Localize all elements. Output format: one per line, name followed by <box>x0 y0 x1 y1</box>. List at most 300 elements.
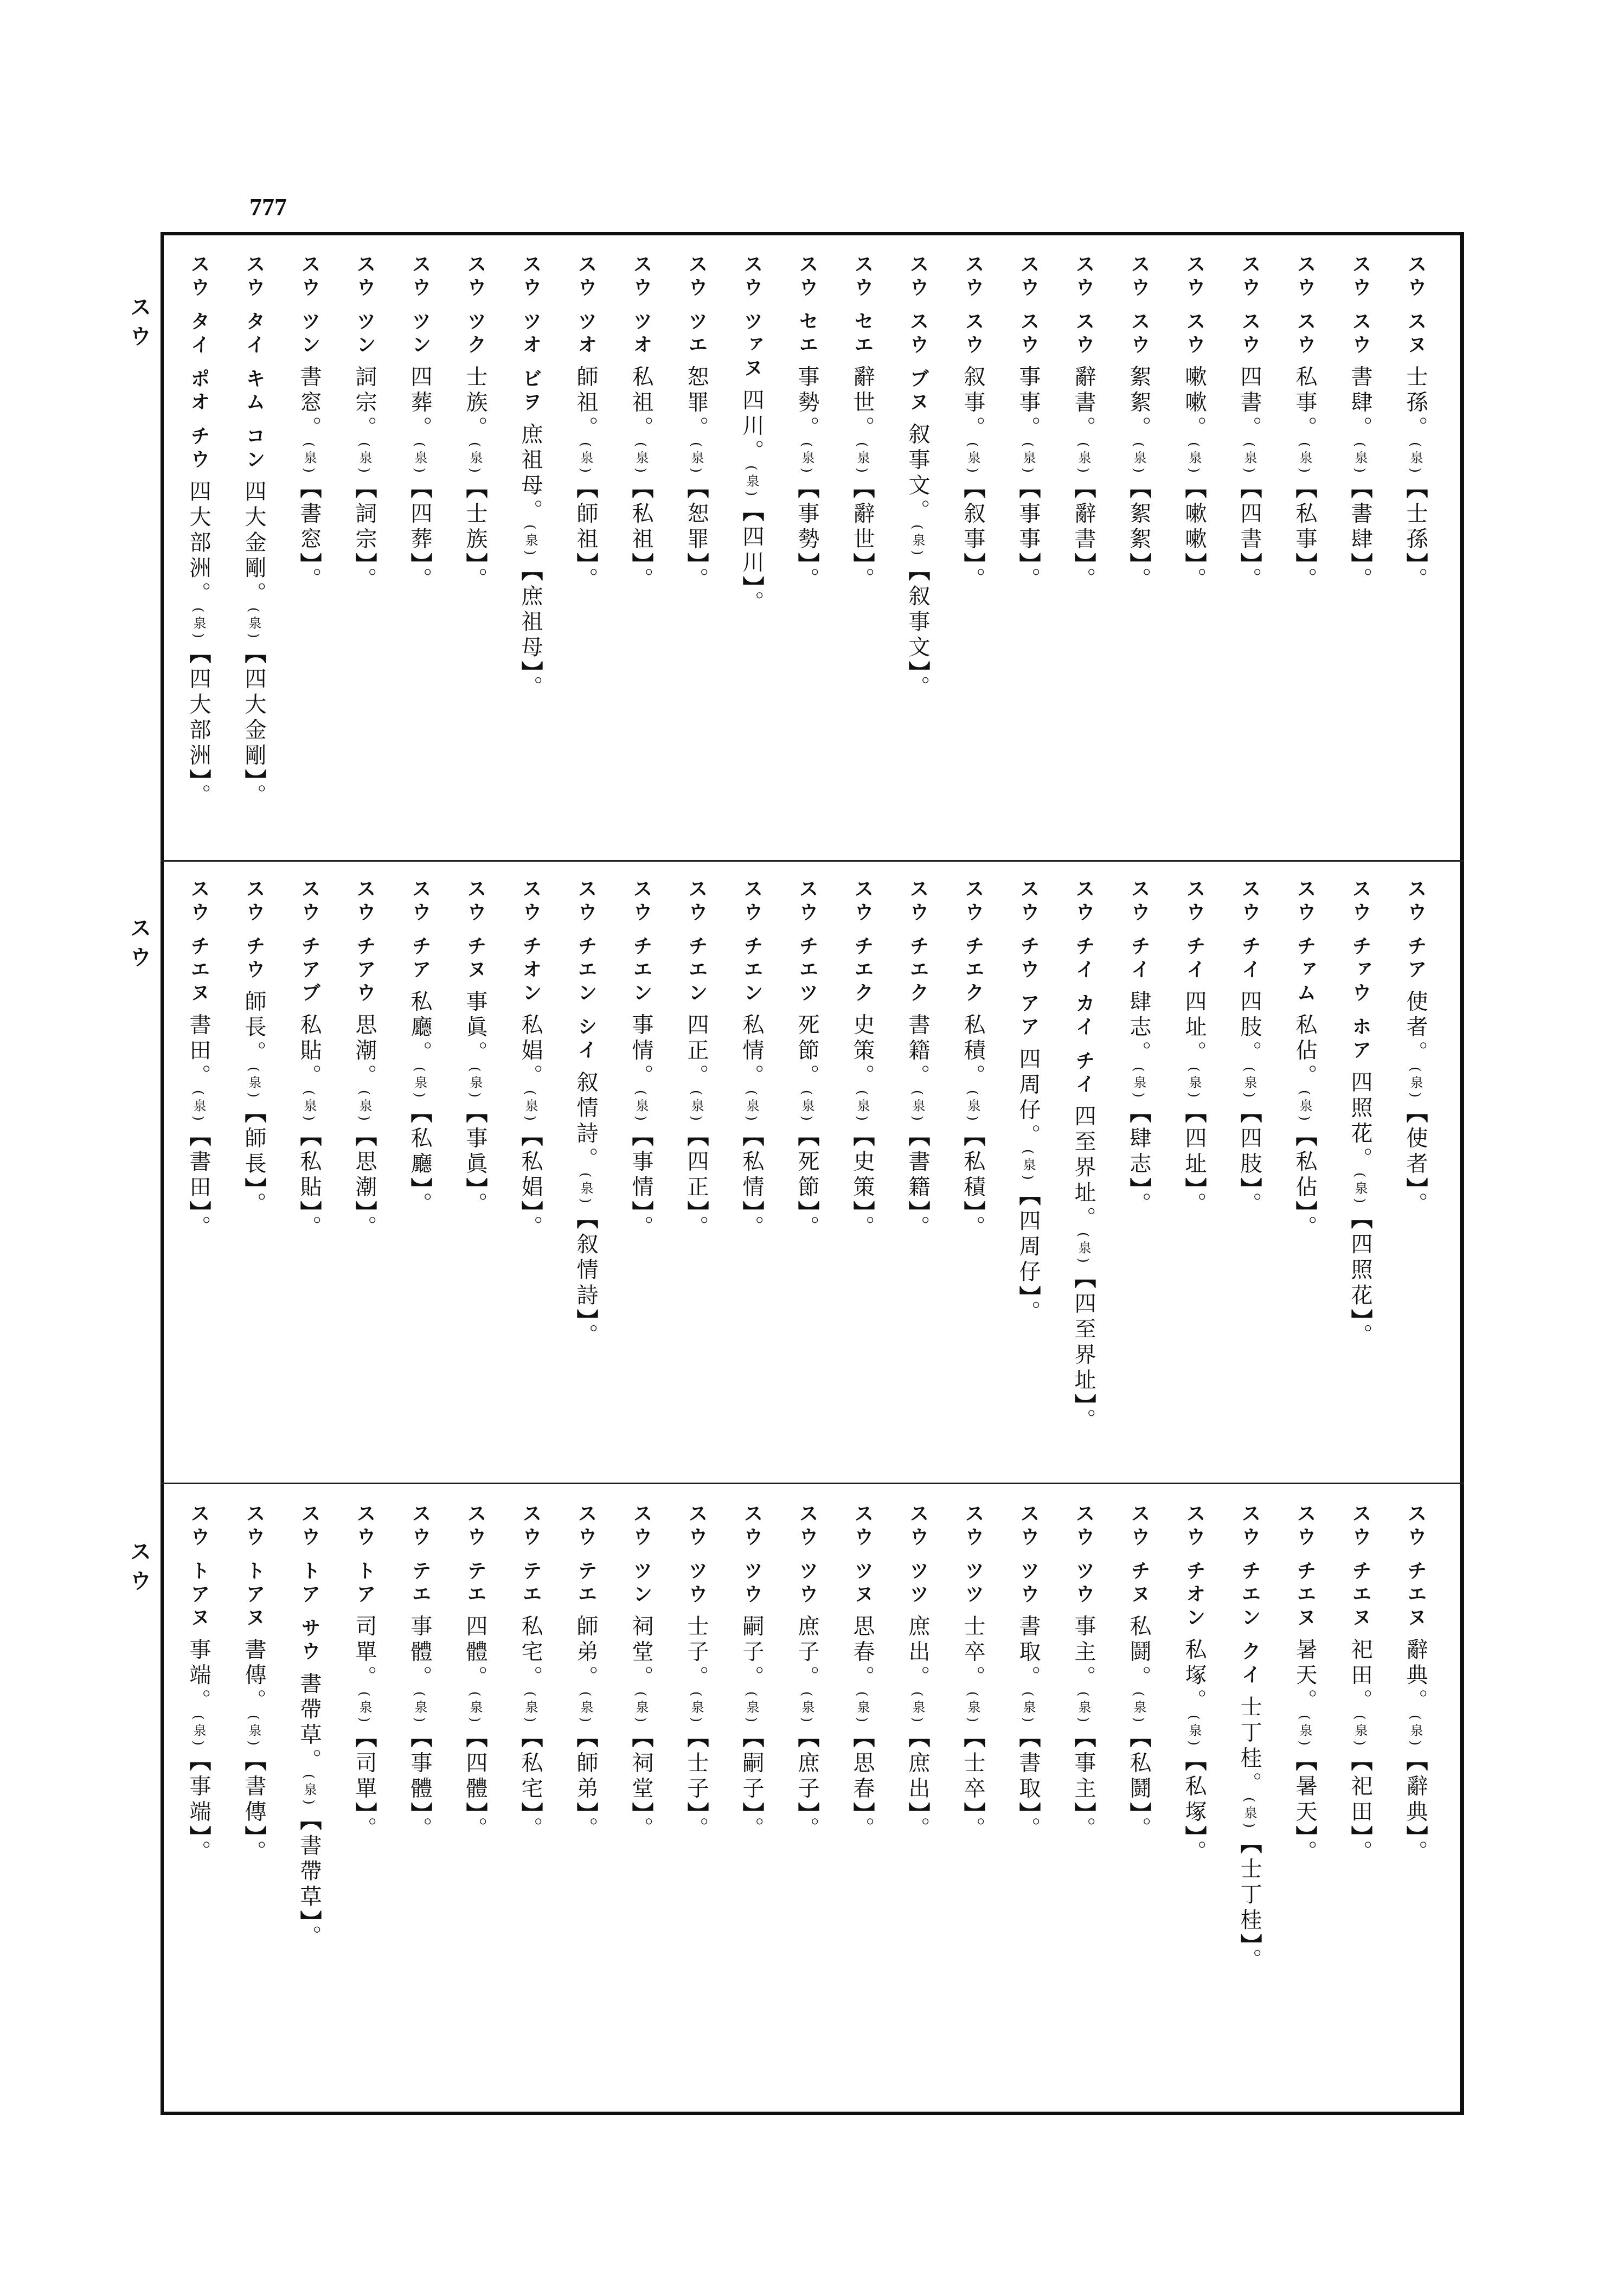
entry-headword: 事端 <box>186 1638 211 1689</box>
entry-bracket-word: 叙情詩 <box>573 1232 598 1309</box>
source-text: 泉 <box>191 1098 206 1115</box>
section-side-label: スウ <box>126 296 151 354</box>
source-tag: (泉) <box>467 1066 483 1101</box>
source-tag: (泉) <box>191 1714 206 1749</box>
dictionary-entry: スウ チイ カイ チイ四至界址。(泉)【四至界址】。 <box>1067 878 1100 1434</box>
source-tag: (泉) <box>301 1774 317 1808</box>
source-tag: (泉) <box>965 441 980 477</box>
source-tag: (泉) <box>357 441 372 477</box>
entry-headword: 祀田 <box>1348 1638 1372 1689</box>
entry-bracket-word: 思潮 <box>352 1150 377 1201</box>
page-number: 777 <box>249 193 287 221</box>
source-text: 泉 <box>246 615 261 633</box>
entry-headword: 書取 <box>1016 1614 1041 1666</box>
entry-reading: スウ チイ <box>1183 878 1205 983</box>
entry-reading: スウ トアヌ <box>188 1503 210 1631</box>
entry-bracket-word: 暑天 <box>1292 1774 1317 1826</box>
entry-headword: 使者 <box>1403 990 1428 1041</box>
entry-reading: スウ スウ <box>1183 254 1205 358</box>
entry-headword: 絮絮 <box>1126 365 1151 416</box>
entry-reading: スウ ツウ <box>1017 1503 1040 1607</box>
dictionary-entry: スウ チァム私佔。(泉)【私佔】。 <box>1288 878 1321 1241</box>
source-tag: (泉) <box>1297 1089 1312 1125</box>
entry-bracket-word: 恕罪 <box>684 502 709 553</box>
source-tag: (泉) <box>412 441 427 477</box>
entry-bracket-word: 書取 <box>1016 1751 1041 1803</box>
dictionary-entry: スウ チウ師長。(泉)【師長】。 <box>238 878 270 1217</box>
dictionary-entry: スウ ツウ嗣子。(泉)【嗣子】。 <box>735 1503 768 1842</box>
entry-reading: スウ ツク <box>464 254 486 358</box>
dictionary-entry: スウ チエン私情。(泉)【私情】。 <box>735 878 768 1241</box>
entry-headword: 四周仔 <box>1016 1047 1041 1124</box>
entry-reading: スウ ツオ ビヲ <box>519 254 542 415</box>
entry-headword: 思春 <box>850 1614 875 1666</box>
source-text: 泉 <box>1021 1699 1036 1717</box>
entry-bracket-word: 私佔 <box>1292 1150 1317 1201</box>
source-text: 泉 <box>246 1075 261 1092</box>
entry-bracket-word: 私鬪 <box>1126 1751 1151 1803</box>
entry-bracket-word: 史策 <box>850 1150 875 1201</box>
source-text: 泉 <box>357 450 372 467</box>
entry-headword: 私塚 <box>1182 1638 1207 1689</box>
entry-headword: 士子 <box>684 1614 709 1666</box>
dictionary-entry: スウ スウ嗽嗽。(泉)【嗽嗽】。 <box>1178 254 1210 593</box>
source-tag: (泉) <box>1297 1714 1312 1749</box>
source-tag: (泉) <box>246 1714 261 1749</box>
source-text: 泉 <box>523 1699 538 1717</box>
entry-bracket-word: 四大部洲 <box>186 667 211 769</box>
entry-bracket-word: 嗽嗽 <box>1182 502 1207 553</box>
source-text: 泉 <box>1297 1723 1312 1740</box>
source-text: 泉 <box>799 1098 814 1115</box>
source-tag: (泉) <box>633 1691 649 1726</box>
dictionary-entry: スウ スウ ブヌ叙事文。(泉)【叙事文】。 <box>901 254 934 701</box>
entry-reading: スウ チエヌ <box>1294 1503 1316 1631</box>
dictionary-entry: スウ トアヌ事端。(泉)【事端】。 <box>182 1503 215 1865</box>
entry-bracket-word: 私情 <box>739 1150 764 1201</box>
dictionary-entry: スウ ツウ士子。(泉)【士子】。 <box>680 1503 713 1842</box>
entry-reading: スウ チア <box>409 878 431 983</box>
source-text: 泉 <box>412 1699 427 1717</box>
source-text: 泉 <box>1131 1699 1146 1717</box>
source-tag: (泉) <box>246 1066 261 1101</box>
entry-reading: スウ ツウ <box>685 1503 708 1607</box>
source-text: 泉 <box>1408 1723 1423 1740</box>
dictionary-entry: スウ スウ辭書。(泉)【辭書】。 <box>1067 254 1100 593</box>
entry-reading: スウ チエン <box>630 878 652 1006</box>
dictionary-entry: スウ スウ叙事。(泉)【叙事】。 <box>957 254 989 593</box>
source-text: 泉 <box>689 1699 704 1717</box>
entry-bracket-word: 私宅 <box>518 1751 543 1803</box>
source-text: 泉 <box>910 1098 925 1115</box>
dictionary-entry: スウ チエク私積。(泉)【私積】。 <box>957 878 989 1241</box>
source-text: 泉 <box>1131 1075 1146 1092</box>
entry-headword: 祠堂 <box>628 1614 653 1666</box>
source-text: 泉 <box>246 1723 261 1740</box>
source-text: 泉 <box>191 615 206 633</box>
source-text: 泉 <box>467 1699 483 1717</box>
entry-reading: スウ テエ <box>464 1503 486 1607</box>
entry-reading: スウ タイ キム コン <box>243 254 265 472</box>
source-text: 泉 <box>689 450 704 467</box>
entry-headword: 書傳 <box>241 1638 266 1689</box>
dictionary-entry: スウ ツン詞宗。(泉)【詞宗】。 <box>348 254 381 593</box>
entry-reading: スウ ツツ <box>962 1503 984 1607</box>
entry-headword: 四大部洲 <box>186 479 211 582</box>
entry-bracket-word: 四體 <box>463 1751 487 1803</box>
entry-headword: 恕罪 <box>684 365 709 416</box>
source-text: 泉 <box>1352 1723 1368 1740</box>
source-tag: (泉) <box>301 1089 317 1125</box>
source-text: 泉 <box>965 450 980 467</box>
entry-reading: スウ ツン <box>354 254 376 358</box>
dictionary-entry: スウ チエヌ辭典。(泉)【辭典】。 <box>1399 1503 1432 1865</box>
entry-reading: スウ ツン <box>630 1503 652 1607</box>
source-text: 泉 <box>689 1098 704 1115</box>
dictionary-entry: スウ ツク士族。(泉)【士族】。 <box>459 254 491 593</box>
entry-headword: 四址 <box>1182 990 1207 1041</box>
source-tag: (泉) <box>1297 441 1312 477</box>
source-text: 泉 <box>744 1699 759 1717</box>
source-text: 泉 <box>1076 1699 1091 1717</box>
entry-bracket-word: 辭世 <box>850 502 875 553</box>
source-tag: (泉) <box>1242 1066 1257 1101</box>
dictionary-entry: スウ スウ絮絮。(泉)【絮絮】。 <box>1122 254 1155 593</box>
dictionary-entry: スウ スウ事事。(泉)【事事】。 <box>1012 254 1044 593</box>
entry-bracket-word: 師祖 <box>573 502 598 553</box>
entry-headword: 事體 <box>407 1614 432 1666</box>
source-tag: (泉) <box>1186 1714 1202 1749</box>
section-side-label: スウ <box>126 916 151 975</box>
source-tag: (泉) <box>1408 1066 1423 1101</box>
source-tag: (泉) <box>412 1066 427 1101</box>
entry-headword: 書田 <box>186 1013 211 1064</box>
entry-bracket-word: 書帶草 <box>297 1833 322 1910</box>
source-tag: (泉) <box>523 524 538 559</box>
source-tag: (泉) <box>1131 1691 1146 1726</box>
entry-reading: スウ チヌ <box>1128 1503 1150 1607</box>
entry-bracket-word: 私塚 <box>1182 1774 1207 1826</box>
entry-headword: 士孫 <box>1403 365 1428 416</box>
source-tag: (泉) <box>1131 1066 1146 1101</box>
entry-headword: 庶祖母 <box>518 422 543 499</box>
source-tag: (泉) <box>467 1691 483 1726</box>
entry-reading: スウ ツヌ <box>851 1503 874 1607</box>
entry-headword: 四書 <box>1237 365 1262 416</box>
source-tag: (泉) <box>301 441 317 477</box>
entry-headword: 私娼 <box>518 1013 543 1064</box>
source-text: 泉 <box>855 450 870 467</box>
entry-headword: 四正 <box>684 1013 709 1064</box>
entry-bracket-word: 私貼 <box>297 1150 322 1201</box>
source-text: 泉 <box>1352 1181 1368 1198</box>
entry-headword: 庶出 <box>905 1614 930 1666</box>
entry-bracket-word: 事端 <box>186 1774 211 1826</box>
entry-bracket-word: 四正 <box>684 1150 709 1201</box>
source-tag: (泉) <box>689 1089 704 1125</box>
entry-bracket-word: 司單 <box>352 1751 377 1803</box>
dictionary-entry: スウ ツオ私祖。(泉)【私祖】。 <box>625 254 657 593</box>
section-divider <box>161 860 1464 862</box>
entry-headword: 士丁桂 <box>1237 1695 1262 1772</box>
source-tag: (泉) <box>689 1691 704 1726</box>
source-tag: (泉) <box>1021 1149 1036 1184</box>
dictionary-entry: スウ テエ私宅。(泉)【私宅】。 <box>514 1503 547 1842</box>
entry-reading: スウ スウ ブヌ <box>907 254 929 415</box>
source-tag: (泉) <box>965 1691 980 1726</box>
entry-bracket-word: 事主 <box>1071 1751 1096 1803</box>
entry-reading: スウ チエツ <box>796 878 818 1006</box>
source-tag: (泉) <box>357 1089 372 1125</box>
entry-reading: スウ ツエ <box>685 254 708 358</box>
entry-headword: 事主 <box>1071 1614 1096 1666</box>
source-tag: (泉) <box>1076 1232 1091 1267</box>
dictionary-entry: スウ チウ アア四周仔。(泉)【四周仔】。 <box>1012 878 1044 1326</box>
entry-reading: スウ テエ <box>575 1503 597 1607</box>
entry-bracket-word: 四書 <box>1237 502 1262 553</box>
source-text: 泉 <box>799 450 814 467</box>
entry-headword: 私佔 <box>1292 1013 1317 1064</box>
dictionary-entry: スウ ツエ恕罪。(泉)【恕罪】。 <box>680 254 713 593</box>
entry-reading: スウ チエヌ <box>1349 1503 1371 1631</box>
source-text: 泉 <box>301 1098 317 1115</box>
entry-reading: スウ ツオ <box>575 254 597 358</box>
source-tag: (泉) <box>578 1691 593 1726</box>
source-tag: (泉) <box>191 607 206 642</box>
entry-bracket-word: 四肢 <box>1237 1126 1262 1178</box>
entry-bracket-word: 叙事文 <box>905 584 930 661</box>
entry-headword: 叙事文 <box>905 422 930 499</box>
entry-headword: 私事 <box>1292 365 1317 416</box>
entry-reading: スウ スウ <box>1073 254 1095 358</box>
source-text: 泉 <box>1021 1158 1036 1175</box>
dictionary-entry: スウ ツン書窓。(泉)【書窓】。 <box>293 254 325 593</box>
entry-headword: 司單 <box>352 1614 377 1666</box>
source-tag: (泉) <box>1352 441 1368 477</box>
dictionary-entry: スウ テエ事體。(泉)【事體】。 <box>403 1503 436 1842</box>
entry-reading: スウ チエク <box>851 878 874 1006</box>
entry-headword: 私廳 <box>407 990 432 1041</box>
source-tag: (泉) <box>799 1691 814 1726</box>
entry-headword: 事眞 <box>463 990 487 1041</box>
source-text: 泉 <box>1131 450 1146 467</box>
dictionary-entry: スウ スヌ士孫。(泉)【士孫】。 <box>1399 254 1432 593</box>
source-tag: (泉) <box>578 1172 593 1207</box>
entry-reading: スウ チアブ <box>298 878 320 1006</box>
entry-bracket-word: 祀田 <box>1348 1774 1372 1826</box>
entry-reading: スウ チエヌ <box>1404 1503 1427 1631</box>
source-text: 泉 <box>633 450 649 467</box>
entry-headword: 死節 <box>794 1013 819 1064</box>
dictionary-entry: スウ チオン私娼。(泉)【私娼】。 <box>514 878 547 1241</box>
entry-bracket-word: 師長 <box>241 1126 266 1178</box>
source-text: 泉 <box>578 1181 593 1198</box>
entry-reading: スウ ツァヌ <box>741 254 763 381</box>
entry-bracket-word: 辭典 <box>1403 1774 1428 1826</box>
dictionary-entry: スウ チァウ ホア四照花。(泉)【四照花】。 <box>1344 878 1376 1349</box>
dictionary-entry: スウ ツヌ思春。(泉)【思春】。 <box>846 1503 878 1842</box>
dictionary-entry: スウ チエン シイ叙情詩。(泉)【叙情詩】。 <box>569 878 602 1349</box>
entry-reading: スウ チエン <box>685 878 708 1006</box>
source-tag: (泉) <box>1352 1172 1368 1207</box>
entry-headword: 書肆 <box>1348 365 1372 416</box>
source-text: 泉 <box>1242 450 1257 467</box>
entry-bracket-word: 士丁桂 <box>1237 1857 1262 1934</box>
entry-bracket-word: 四大金剛 <box>241 667 266 769</box>
entry-bracket-word: 私祖 <box>628 502 653 553</box>
entry-reading: スウ チア <box>1404 878 1427 983</box>
source-tag: (泉) <box>855 441 870 477</box>
dictionary-entry: スウ ツン四葬。(泉)【四葬】。 <box>403 254 436 593</box>
source-text: 泉 <box>1242 1806 1257 1823</box>
entry-reading: スウ チエク <box>907 878 929 1006</box>
source-tag: (泉) <box>1076 441 1091 477</box>
dictionary-entry: スウ チヌ私鬪。(泉)【私鬪】。 <box>1122 1503 1155 1842</box>
entry-reading: スウ チオン <box>1183 1503 1205 1631</box>
source-text: 泉 <box>523 1098 538 1115</box>
entry-bracket-word: 事情 <box>628 1150 653 1201</box>
entry-reading: スウ チエク <box>962 878 984 1006</box>
source-tag: (泉) <box>1352 1714 1368 1749</box>
entry-reading: スウ チアウ <box>354 878 376 1006</box>
entry-reading: スウ スヌ <box>1404 254 1427 358</box>
dictionary-entry: スウ チエヌ書田。(泉)【書田】。 <box>182 878 215 1241</box>
entry-bracket-word: 四照花 <box>1348 1232 1372 1309</box>
source-text: 泉 <box>799 1699 814 1717</box>
source-text: 泉 <box>523 533 538 550</box>
source-tag: (泉) <box>467 441 483 477</box>
dictionary-entry: スウ ツツ庶出。(泉)【庶出】。 <box>901 1503 934 1842</box>
dictionary-entry: スウ チエク書籍。(泉)【書籍】。 <box>901 878 934 1241</box>
dictionary-entry: スウ チイ四肢。(泉)【四肢】。 <box>1233 878 1266 1217</box>
entry-reading: スウ チイ <box>1239 878 1261 983</box>
entry-headword: 詞宗 <box>352 365 377 416</box>
dictionary-entry: スウ ツウ書取。(泉)【書取】。 <box>1012 1503 1044 1842</box>
source-tag: (泉) <box>578 441 593 477</box>
entry-reading: スウ ツツ <box>907 1503 929 1607</box>
entry-reading: スウ チエン クイ <box>1239 1503 1261 1688</box>
source-text: 泉 <box>578 450 593 467</box>
entry-bracket-word: 書肆 <box>1348 502 1372 553</box>
entry-reading: スウ スウ <box>1017 254 1040 358</box>
entry-bracket-word: 絮絮 <box>1126 502 1151 553</box>
dictionary-entry: スウ ツウ庶子。(泉)【庶子】。 <box>791 1503 823 1842</box>
entry-reading: スウ ツオ <box>630 254 652 358</box>
dictionary-entry: スウ タイ キム コン四大金剛。(泉)【四大金剛】。 <box>238 254 270 809</box>
source-text: 泉 <box>855 1098 870 1115</box>
source-text: 泉 <box>965 1699 980 1717</box>
dictionary-entry: スウ チエン クイ士丁桂。(泉)【士丁桂】。 <box>1233 1503 1266 1974</box>
source-text: 泉 <box>855 1699 870 1717</box>
entry-headword: 辭世 <box>850 365 875 416</box>
dictionary-entry: スウ チアウ思潮。(泉)【思潮】。 <box>348 878 381 1241</box>
entry-bracket-word: 私廳 <box>407 1126 432 1178</box>
source-tag: (泉) <box>799 1089 814 1125</box>
source-text: 泉 <box>301 450 317 467</box>
entry-bracket-word: 辭書 <box>1071 502 1096 553</box>
entry-reading: スウ スウ <box>962 254 984 358</box>
entry-reading: スウ チヌ <box>464 878 486 983</box>
entry-headword: 辭書 <box>1071 365 1096 416</box>
source-tag: (泉) <box>523 1691 538 1726</box>
entry-reading: スウ スウ <box>1294 254 1316 358</box>
entry-headword: 師長 <box>241 990 266 1041</box>
dictionary-entry: スウ テエ四體。(泉)【四體】。 <box>459 1503 491 1842</box>
entry-bracket-word: 師弟 <box>573 1751 598 1803</box>
entry-reading: スウ セエ <box>851 254 874 358</box>
entry-headword: 四肢 <box>1237 990 1262 1041</box>
dictionary-entry: スウ チア私廳。(泉)【私廳】。 <box>403 878 436 1217</box>
dictionary-entry: スウ ツァヌ四川。(泉)【四川】。 <box>735 254 768 616</box>
entry-headword: 私貼 <box>297 1013 322 1064</box>
dictionary-entry: スウ チエン事情。(泉)【事情】。 <box>625 878 657 1241</box>
entry-headword: 嗣子 <box>739 1614 764 1666</box>
entry-headword: 私情 <box>739 1013 764 1064</box>
entry-bracket-word: 祠堂 <box>628 1751 653 1803</box>
entry-headword: 私宅 <box>518 1614 543 1666</box>
source-text: 泉 <box>1408 1075 1423 1092</box>
entry-headword: 書窓 <box>297 365 322 416</box>
entry-reading: スウ チァウ ホア <box>1349 878 1371 1063</box>
entry-headword: 辭典 <box>1403 1638 1428 1689</box>
dictionary-entry: スウ ツオ ビヲ庶祖母。(泉)【庶祖母】。 <box>514 254 547 701</box>
source-text: 泉 <box>578 1699 593 1717</box>
entry-headword: 書籍 <box>905 1013 930 1064</box>
source-text: 泉 <box>467 1075 483 1092</box>
dictionary-entry: スウ トアヌ書傳。(泉)【書傳】。 <box>238 1503 270 1865</box>
entry-bracket-word: 叙事 <box>960 502 985 553</box>
source-text: 泉 <box>1021 450 1036 467</box>
entry-headword: 四大金剛 <box>241 479 266 582</box>
entry-headword: 事勢 <box>794 365 819 416</box>
entry-bracket-word: 庶出 <box>905 1751 930 1803</box>
entry-headword: 事事 <box>1016 365 1041 416</box>
entry-reading: スウ テエ <box>519 1503 542 1607</box>
entry-headword: 事情 <box>628 1013 653 1064</box>
source-tag: (泉) <box>799 441 814 477</box>
dictionary-entry: スウ スウ私事。(泉)【私事】。 <box>1288 254 1321 593</box>
entry-bracket-word: 事眞 <box>463 1126 487 1178</box>
entry-bracket-word: 事勢 <box>794 502 819 553</box>
entry-reading: スウ チァム <box>1294 878 1316 1006</box>
source-text: 泉 <box>1076 1240 1091 1258</box>
dictionary-entry: スウ チエヌ祀田。(泉)【祀田】。 <box>1344 1503 1376 1865</box>
entry-reading: スウ トア サウ <box>298 1503 320 1665</box>
entry-reading: スウ トア <box>354 1503 376 1607</box>
entry-reading: スウ チイ <box>1128 878 1150 983</box>
entry-bracket-word: 使者 <box>1403 1126 1428 1178</box>
entry-bracket-word: 書籍 <box>905 1150 930 1201</box>
source-text: 泉 <box>1297 450 1312 467</box>
entry-headword: 書帶草 <box>297 1672 322 1749</box>
dictionary-entry: スウ チアブ私貼。(泉)【私貼】。 <box>293 878 325 1241</box>
entry-reading: スウ テエ <box>409 1503 431 1607</box>
entry-headword: 暑天 <box>1292 1638 1317 1689</box>
entry-reading: スウ ツウ <box>796 1503 818 1607</box>
entry-bracket-word: 四址 <box>1182 1126 1207 1178</box>
entry-headword: 士卒 <box>960 1614 985 1666</box>
dictionary-entry: スウ スウ書肆。(泉)【書肆】。 <box>1344 254 1376 593</box>
source-text: 泉 <box>1242 1075 1257 1092</box>
source-tag: (泉) <box>965 1089 980 1125</box>
source-tag: (泉) <box>412 1691 427 1726</box>
entry-bracket-word: 士子 <box>684 1751 709 1803</box>
source-tag: (泉) <box>744 465 759 500</box>
entry-bracket-word: 四川 <box>739 525 764 576</box>
entry-bracket-word: 事事 <box>1016 502 1041 553</box>
dictionary-entry: スウ チア使者。(泉)【使者】。 <box>1399 878 1432 1217</box>
entry-reading: スウ タイ ポオ チウ <box>188 254 210 472</box>
